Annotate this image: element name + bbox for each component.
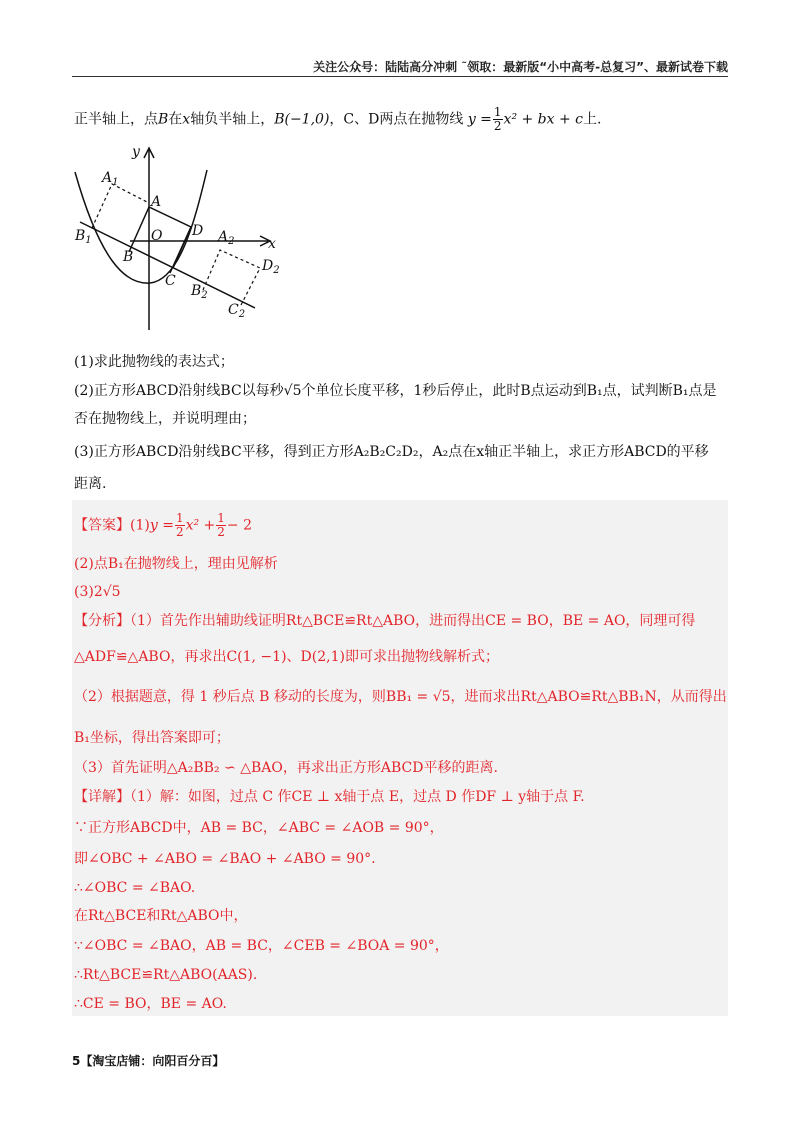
parabola-frac: $\frac{1}{2}$ xyxy=(493,105,502,133)
square-a2b2c2d2 xyxy=(203,250,260,307)
intro-text-3: 轴负半轴上， xyxy=(190,111,275,128)
label-b1: $B_1$ xyxy=(75,228,92,246)
intro-text-4: ，C、D两点在抛物线 xyxy=(329,111,464,128)
intro-coord: B(−1,0) xyxy=(274,111,330,128)
detail-4: ∴∠OBC = ∠BAO. xyxy=(74,880,196,896)
detail-1: 【详解】（1）解：如图，过点 C 作CE ⊥ x轴于点 E，过点 D 作DF ⊥ y轴于点 F. xyxy=(74,789,585,805)
intro-x: x xyxy=(182,111,191,128)
label-o: O xyxy=(151,228,163,244)
question-part3-line2: 距离. xyxy=(74,476,107,492)
question-intro xyxy=(74,106,601,133)
label-x: x xyxy=(268,236,276,252)
detail-7: ∴Rt△BCE≌Rt△ABO(AAS). xyxy=(74,967,258,983)
analysis-3: （3）首先证明△A₂BB₂ ∽ △BAO，再求出正方形ABCD平移的距离. xyxy=(74,760,498,776)
square-a1b1 xyxy=(92,184,149,228)
answer-tag: 【答案】 xyxy=(74,517,130,534)
analysis-1: 【分析】（1）首先作出辅助线证明Rt△BCE≌Rt△ABO，进而得出CE = BO，BE = AO，同理可得 xyxy=(74,613,696,629)
analysis-2: （2）根据题意，得 1 秒后点 B 移动的长度为，则BB₁ = √5，进而求出Rt△ABO≌Rt△BB₁N，从而得出 xyxy=(74,689,727,705)
answer-1: 【答案】(1)y = $\frac{1}{2}$ x² + $\frac{1}{2}$ − 2 xyxy=(74,511,253,539)
intro-text-5: 上. xyxy=(583,111,602,128)
label-c: C xyxy=(165,273,176,289)
geometry-figure xyxy=(70,140,280,335)
ray-bc xyxy=(80,222,255,308)
analysis-1b: △ADF≌△ABO，再求出C(1, −1)、D(2,1)即可求出抛物线解析式； xyxy=(74,649,499,665)
detail-tag: 【详解】 xyxy=(74,789,130,805)
question-part1: (1)求此抛物线的表达式； xyxy=(74,354,234,370)
detail-8: ∴CE = BO，BE = AO. xyxy=(74,996,227,1012)
label-c2: $C_2$ xyxy=(228,302,246,320)
page-header: 关注公众号：陆陆高分冲刺 ˜领取：最新版“小中高考-总复习”、最新试卷下载 xyxy=(313,60,728,74)
parabola-eq-post: x² + bx + c xyxy=(503,111,584,128)
label-b: B xyxy=(123,249,134,265)
page-footer: 5【淘宝店铺：向阳百分百】 xyxy=(72,1054,225,1068)
label-b2: $B_2$ xyxy=(191,283,208,301)
header-divider xyxy=(72,76,728,77)
question-part2-line2: 否在抛物线上，并说明理由； xyxy=(74,411,256,427)
intro-text: 正半轴上，点 xyxy=(74,111,158,128)
answer-3: (3)2√5 xyxy=(74,584,121,600)
analysis-2b: B₁坐标，得出答案即可； xyxy=(74,730,230,746)
detail-6: ∵∠OBC = ∠BAO，AB = BC，∠CEB = ∠BOA = 90°， xyxy=(74,938,449,954)
label-y: y xyxy=(132,144,140,160)
analysis-tag: 【分析】 xyxy=(74,613,130,629)
parabola-eq-pre: y = xyxy=(467,111,492,128)
label-a1: $A_1$ xyxy=(102,170,119,188)
answer-2: (2)点B₁在抛物线上，理由见解析 xyxy=(74,556,278,572)
label-d: D xyxy=(192,223,204,239)
detail-2: ∵正方形ABCD中，AB = BC，∠ABC = ∠AOB = 90°， xyxy=(74,820,444,836)
label-d2: $D_2$ xyxy=(262,258,280,276)
label-a2: $A_2$ xyxy=(218,229,235,247)
intro-point-b: B xyxy=(158,111,169,128)
question-part2-line1: (2)正方形ABCD沿射线BC以每秒√5个单位长度平移，1秒后停止，此时B点运动到B₁点，试判断B₁点是 xyxy=(74,383,717,399)
label-a: A xyxy=(151,194,162,210)
intro-text-2: 在 xyxy=(168,111,183,128)
detail-5: 在Rt△BCE和Rt△ABO中， xyxy=(74,908,248,924)
question-part3-line1: (3)正方形ABCD沿射线BC平移，得到正方形A₂B₂C₂D₂，A₂点在x轴正半轴上，求正方形ABCD的平移 xyxy=(74,444,709,460)
detail-3: 即∠OBC + ∠ABO = ∠BAO + ∠ABO = 90°. xyxy=(74,851,376,867)
